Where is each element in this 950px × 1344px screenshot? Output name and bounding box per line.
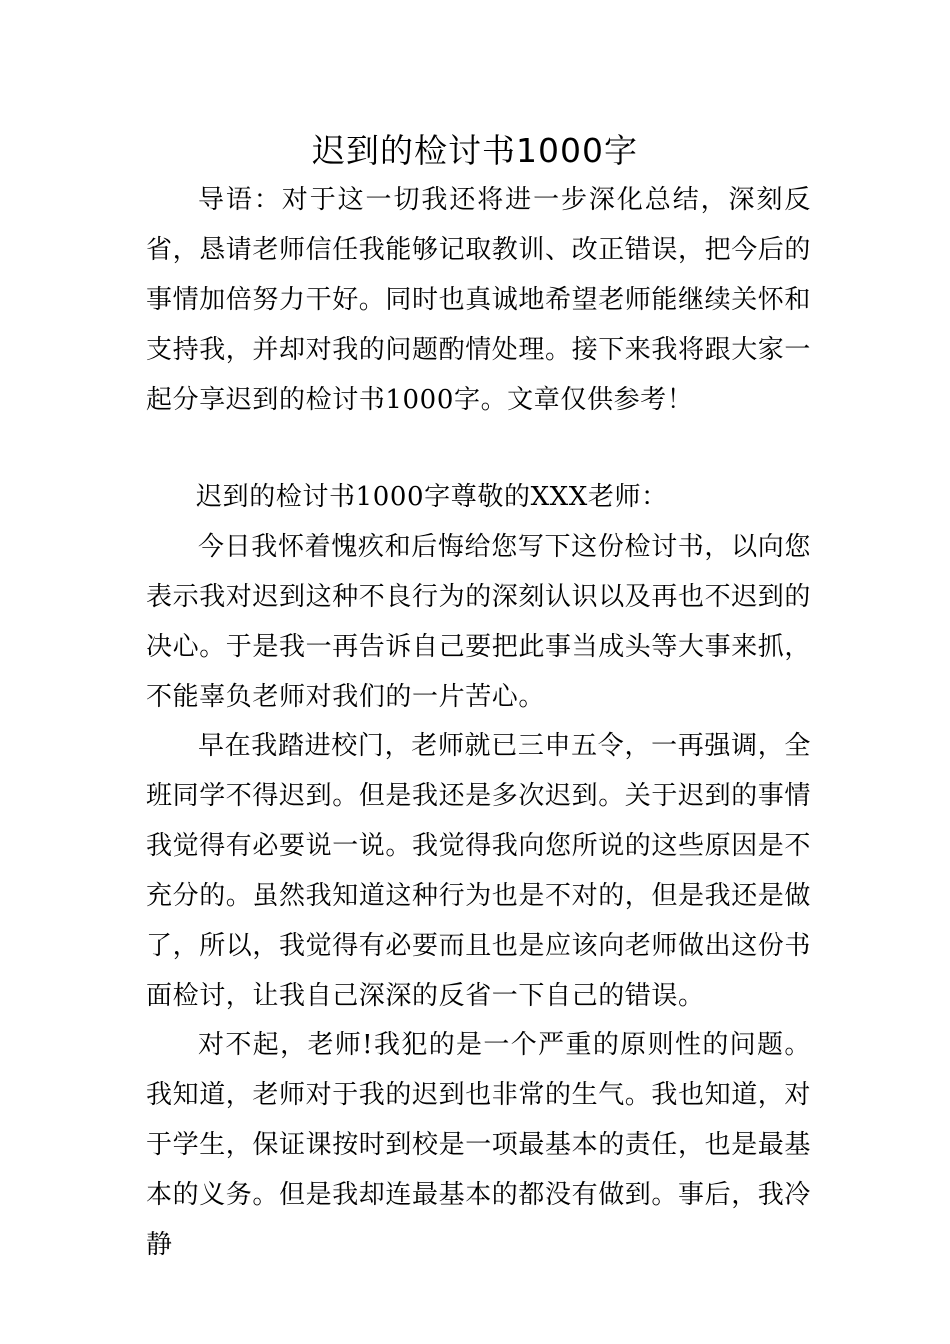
intro-paragraph: 导语：对于这一切我还将进一步深化总结，深刻反省，恳请老师信任我能够记取教训、改正错误，把今后的事情加倍努力干好。同时也真诚地希望老师能继续关怀和支持我，并却对我的问题酌情处理。接下来我将跟大家一起分享迟到的检讨书1000字。文章仅供参考！: [146, 185, 812, 415]
body-paragraph-2: 早在我踏进校门，老师就已三申五令，一再强调，全班同学不得迟到。但是我还是多次迟到。关于迟到的事情我觉得有必要说一说。我觉得我向您所说的这些原因是不充分的。虽然我知道这种行为也是不对的，但是我还是做了，所以，我觉得有必要而且也是应该向老师做出这份书面检讨，让我自己深深的反省一下自己的错误。: [146, 731, 812, 1011]
salutation-line: 迟到的检讨书1000字尊敬的XXX老师：: [196, 482, 668, 512]
body-paragraph-3: 对不起，老师!我犯的是一个严重的原则性的问题。我知道，老师对于我的迟到也非常的生气。我也知道，对于学生，保证课按时到校是一项最基本的责任，也是最基本的义务。但是我却连最基本的都没有做到。事后，我冷静: [146, 1030, 812, 1260]
body-paragraph-1: 今日我怀着愧疚和后悔给您写下这份检讨书，以向您表示我对迟到这种不良行为的深刻认识以及再也不迟到的决心。于是我一再告诉自己要把此事当成头等大事来抓，不能辜负老师对我们的一片苦心。: [146, 532, 812, 712]
document-title: 迟到的检讨书1000字: [312, 131, 638, 170]
